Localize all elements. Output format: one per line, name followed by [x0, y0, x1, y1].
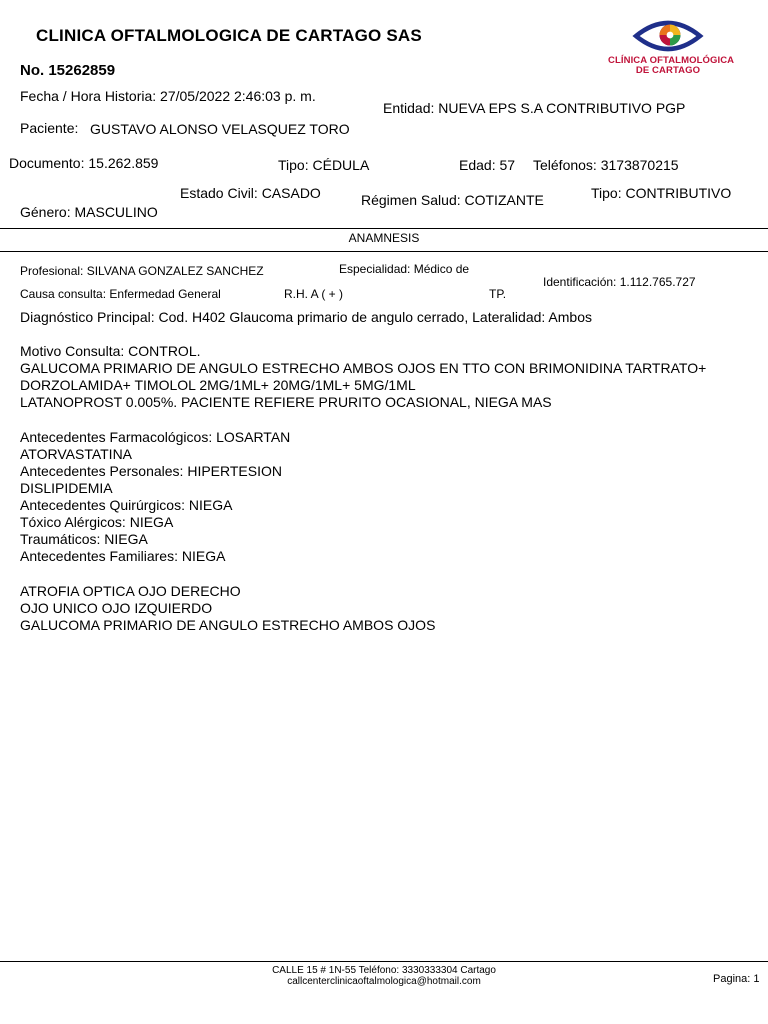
eye-logo-icon — [608, 14, 728, 56]
paciente-name: GUSTAVO ALONSO VELASQUEZ TORO — [90, 121, 350, 137]
genero: Género: MASCULINO — [20, 204, 158, 220]
estado-civil: Estado Civil: CASADO — [180, 185, 321, 201]
causa-consulta: Causa consulta: Enfermedad General — [20, 287, 221, 301]
record-number: No. 15262859 — [20, 62, 116, 79]
note-line: GALUCOMA PRIMARIO DE ANGULO ESTRECHO AMBOS OJOS — [20, 617, 436, 633]
motivo-line: Motivo Consulta: CONTROL. — [20, 343, 201, 359]
telefonos: Teléfonos: 3173870215 — [533, 157, 679, 173]
divider-top — [0, 228, 768, 229]
regimen-salud: Régimen Salud: COTIZANTE — [361, 192, 544, 208]
identificacion: Identificación: 1.112.765.727 — [543, 275, 696, 289]
note-line: ATROFIA OPTICA OJO DERECHO — [20, 583, 241, 599]
antecedente-line: Traumáticos: NIEGA — [20, 531, 148, 547]
antecedente-line: Tóxico Alérgicos: NIEGA — [20, 514, 174, 530]
antecedente-line: Antecedentes Farmacológicos: LOSARTAN — [20, 429, 291, 445]
antecedentes — [20, 429, 290, 565]
logo-line-1: CLÍNICA OFTALMOLÓGICA — [608, 55, 735, 66]
antecedente-line: Antecedentes Personales: HIPERTESION — [20, 463, 282, 479]
especialidad: Especialidad: Médico de — [339, 262, 470, 276]
clinic-logo — [608, 14, 735, 84]
motivo-line: GALUCOMA PRIMARIO DE ANGULO ESTRECHO AMBOS OJOS EN TTO CON BRIMONIDINA TARTRATO+ — [20, 360, 707, 376]
footer-address: CALLE 15 # 1N-55 Teléfono: 3330333304 Cartago — [272, 965, 496, 976]
antecedente-line: Antecedentes Familiares: NIEGA — [20, 548, 226, 564]
motivo-consulta — [20, 343, 706, 411]
entidad: Entidad: NUEVA EPS S.A CONTRIBUTIVO PGP — [383, 100, 686, 116]
page-number: Pagina: 1 — [713, 973, 760, 985]
tp: TP. — [489, 287, 507, 301]
clinical-notes — [20, 583, 435, 634]
note-line: OJO UNICO OJO IZQUIERDO — [20, 600, 213, 616]
divider-bottom — [0, 251, 768, 252]
motivo-line: LATANOPROST 0.005%. PACIENTE REFIERE PRURITO OCASIONAL, NIEGA MAS — [20, 394, 552, 410]
antecedente-line: DISLIPIDEMIA — [20, 480, 113, 496]
diagnostico-principal: Diagnóstico Principal: Cod. H402 Glaucoma primario de angulo cerrado, Lateralidad: Ambos — [20, 309, 592, 325]
antecedente-line: ATORVASTATINA — [20, 446, 133, 462]
documento: Documento: 15.262.859 — [9, 155, 159, 171]
fecha-hora: Fecha / Hora Historia: 27/05/2022 2:46:03 p. m. — [20, 88, 316, 104]
footer-divider — [0, 961, 768, 962]
tipo-afiliacion: Tipo: CONTRIBUTIVO — [591, 185, 732, 201]
profesional: Profesional: SILVANA GONZALEZ SANCHEZ — [20, 264, 264, 278]
tipo-documento: Tipo: CÉDULA — [278, 157, 370, 173]
footer-email: callcenterclinicaoftalmologica@hotmail.com — [287, 976, 481, 987]
motivo-line: DORZOLAMIDA+ TIMOLOL 2MG/1ML+ 20MG/1ML+ 5MG/1ML — [20, 377, 416, 393]
clinic-name: CLINICA OFTALMOLOGICA DE CARTAGO SAS — [36, 26, 422, 45]
antecedente-line: Antecedentes Quirúrgicos: NIEGA — [20, 497, 233, 513]
rh: R.H. A ( + ) — [284, 287, 344, 301]
logo-line-2: DE CARTAGO — [635, 65, 701, 76]
paciente-label: Paciente: — [20, 120, 79, 136]
section-title: ANAMNESIS — [348, 231, 420, 245]
footer-address-block — [0, 965, 768, 987]
edad: Edad: 57 — [459, 157, 516, 173]
